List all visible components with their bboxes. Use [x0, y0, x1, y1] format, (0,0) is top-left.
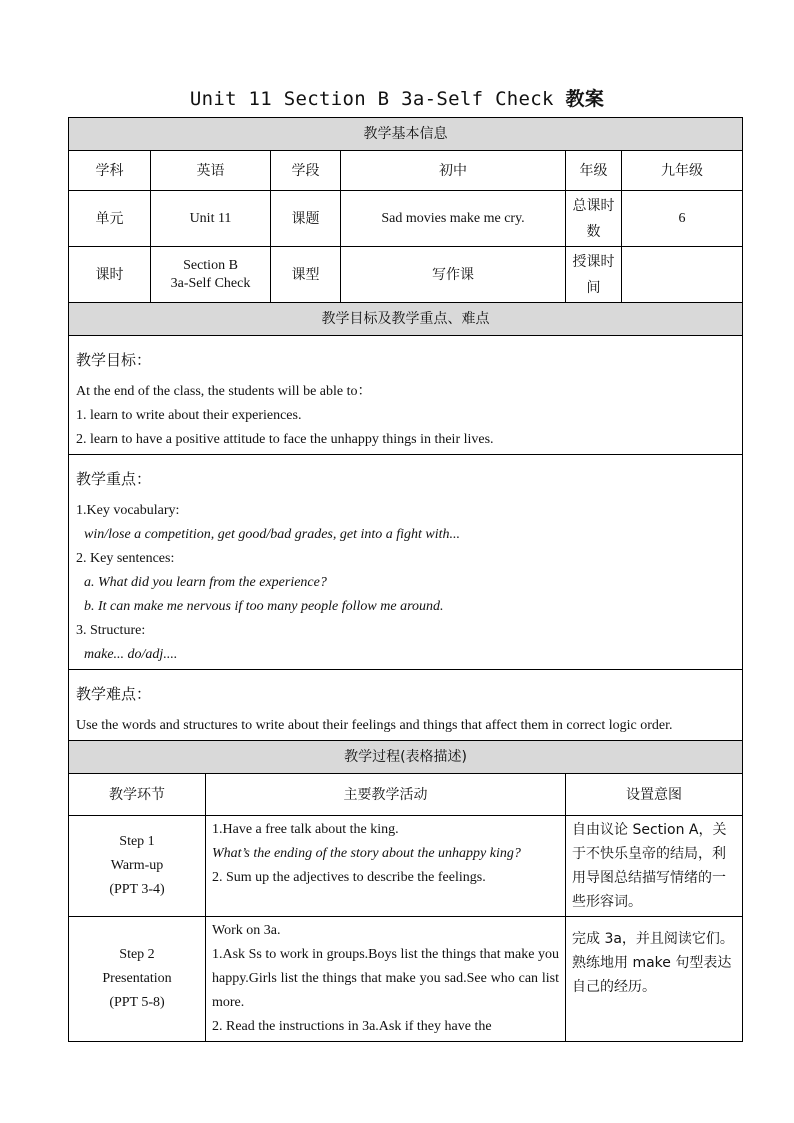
- key-points-label: 教学重点：: [76, 470, 152, 488]
- step-1-cell: [69, 816, 206, 917]
- step-1-activities: [206, 816, 566, 917]
- key-structure: make... do/adj....: [84, 647, 178, 662]
- document-title-cn: 教案: [565, 88, 605, 110]
- process-header-row: [69, 741, 743, 774]
- objectives-header: 教学目标及教学重点、难点: [321, 310, 490, 327]
- step-1-ppt: (PPT 3-4): [109, 882, 165, 897]
- label-teaching-time: 授课时间: [566, 247, 622, 303]
- key-sentences-label: 2. Key sentences:: [76, 551, 175, 566]
- value-teaching-time: [622, 247, 743, 303]
- step-2-stage: Presentation: [102, 971, 172, 986]
- step-1-intent-cell: [566, 816, 743, 917]
- step-2-intent-cell: [566, 917, 743, 1042]
- step-1-intent: 自由议论 Section A，关于不快乐皇帝的结局，利用导图总结描写情绪的一些形容词。: [572, 822, 727, 910]
- step-1-name: Step 1: [119, 834, 155, 849]
- label-period: 课时: [69, 247, 151, 303]
- goals-row: [69, 336, 743, 455]
- objectives-header-row: [69, 303, 743, 336]
- step-1-activity-2: 2. Sum up the adjectives to describe the feelings.: [212, 870, 486, 885]
- step-2-name: Step 2: [119, 947, 155, 962]
- goals-intro: At the end of the class, the students will be able to：: [76, 384, 372, 399]
- document-title-en: Unit 11 Section B 3a-Self Check: [189, 88, 554, 110]
- process-columns-row: [69, 774, 743, 816]
- label-school-stage: 学段: [271, 151, 341, 191]
- value-grade: 九年级: [622, 151, 743, 191]
- info-row-2: [69, 191, 743, 247]
- label-lesson-type: 课型: [271, 247, 341, 303]
- step-2-activity-0: Work on 3a.: [212, 923, 281, 938]
- col-intent: 设置意图: [566, 774, 743, 816]
- key-vocab-label: 1.Key vocabulary:: [76, 503, 180, 518]
- info-row-1: [69, 151, 743, 191]
- difficulties-text: Use the words and structures to write about their feelings and things that affect them in correct logic order.: [76, 718, 673, 733]
- step-1-activity-1: 1.Have a free talk about the king.: [212, 822, 399, 837]
- info-row-3: [69, 247, 743, 303]
- lesson-plan-table: [68, 117, 743, 1042]
- label-total-hours: 总课时数: [566, 191, 622, 247]
- step-2-cell: [69, 917, 206, 1042]
- key-sentence-b: b. It can make me nervous if too many people follow me around.: [84, 599, 444, 614]
- step-1-row: [69, 816, 743, 917]
- document-title: [0, 84, 794, 111]
- col-main-activity: 主要教学活动: [206, 774, 566, 816]
- value-subject: 英语: [151, 151, 271, 191]
- goals-label: 教学目标：: [76, 351, 152, 369]
- difficulties-label: 教学难点：: [76, 685, 152, 703]
- key-sentence-a: a. What did you learn from the experience?: [84, 575, 327, 590]
- value-total-hours: 6: [622, 191, 743, 247]
- step-2-activity-1: 1.Ask Ss to work in groups.Boys list the things that make you happy.Girls list the things that make you sad.See who can list more.: [212, 947, 559, 1010]
- goal-1: 1. learn to write about their experiences.: [76, 408, 302, 423]
- label-subject: 学科: [69, 151, 151, 191]
- label-grade: 年级: [566, 151, 622, 191]
- basic-info-header-row: [69, 118, 743, 151]
- value-unit: Unit 11: [151, 191, 271, 247]
- difficulties-row: [69, 670, 743, 741]
- value-period-line2: 3a-Self Check: [170, 275, 251, 291]
- step-1-stage: Warm-up: [110, 858, 164, 873]
- goal-2: 2. learn to have a positive attitude to face the unhappy things in their lives.: [76, 432, 494, 447]
- key-structure-label: 3. Structure:: [76, 623, 146, 638]
- step-2-ppt: (PPT 5-8): [109, 995, 165, 1010]
- col-stage: 教学环节: [69, 774, 206, 816]
- basic-info-header: 教学基本信息: [363, 125, 448, 142]
- step-2-activity-2: 2. Read the instructions in 3a.Ask if they have the: [212, 1019, 492, 1034]
- step-2-intent: 完成 3a，并且阅读它们。熟练地用 make 句型表达自己的经历。: [572, 931, 734, 995]
- key-points-row: [69, 455, 743, 670]
- process-header: 教学过程(表格描述): [344, 748, 468, 765]
- value-lesson-type: 写作课: [341, 247, 566, 303]
- value-period: [151, 247, 271, 303]
- step-1-question: What’s the ending of the story about the unhappy king?: [212, 846, 521, 861]
- key-vocab: win/lose a competition, get good/bad grades, get into a fight with...: [84, 527, 461, 542]
- step-2-activities: [206, 917, 566, 1042]
- label-unit: 单元: [69, 191, 151, 247]
- step-2-row: [69, 917, 743, 1042]
- value-topic: Sad movies make me cry.: [341, 191, 566, 247]
- label-topic: 课题: [271, 191, 341, 247]
- value-period-line1: Section B: [183, 257, 238, 273]
- value-school-stage: 初中: [341, 151, 566, 191]
